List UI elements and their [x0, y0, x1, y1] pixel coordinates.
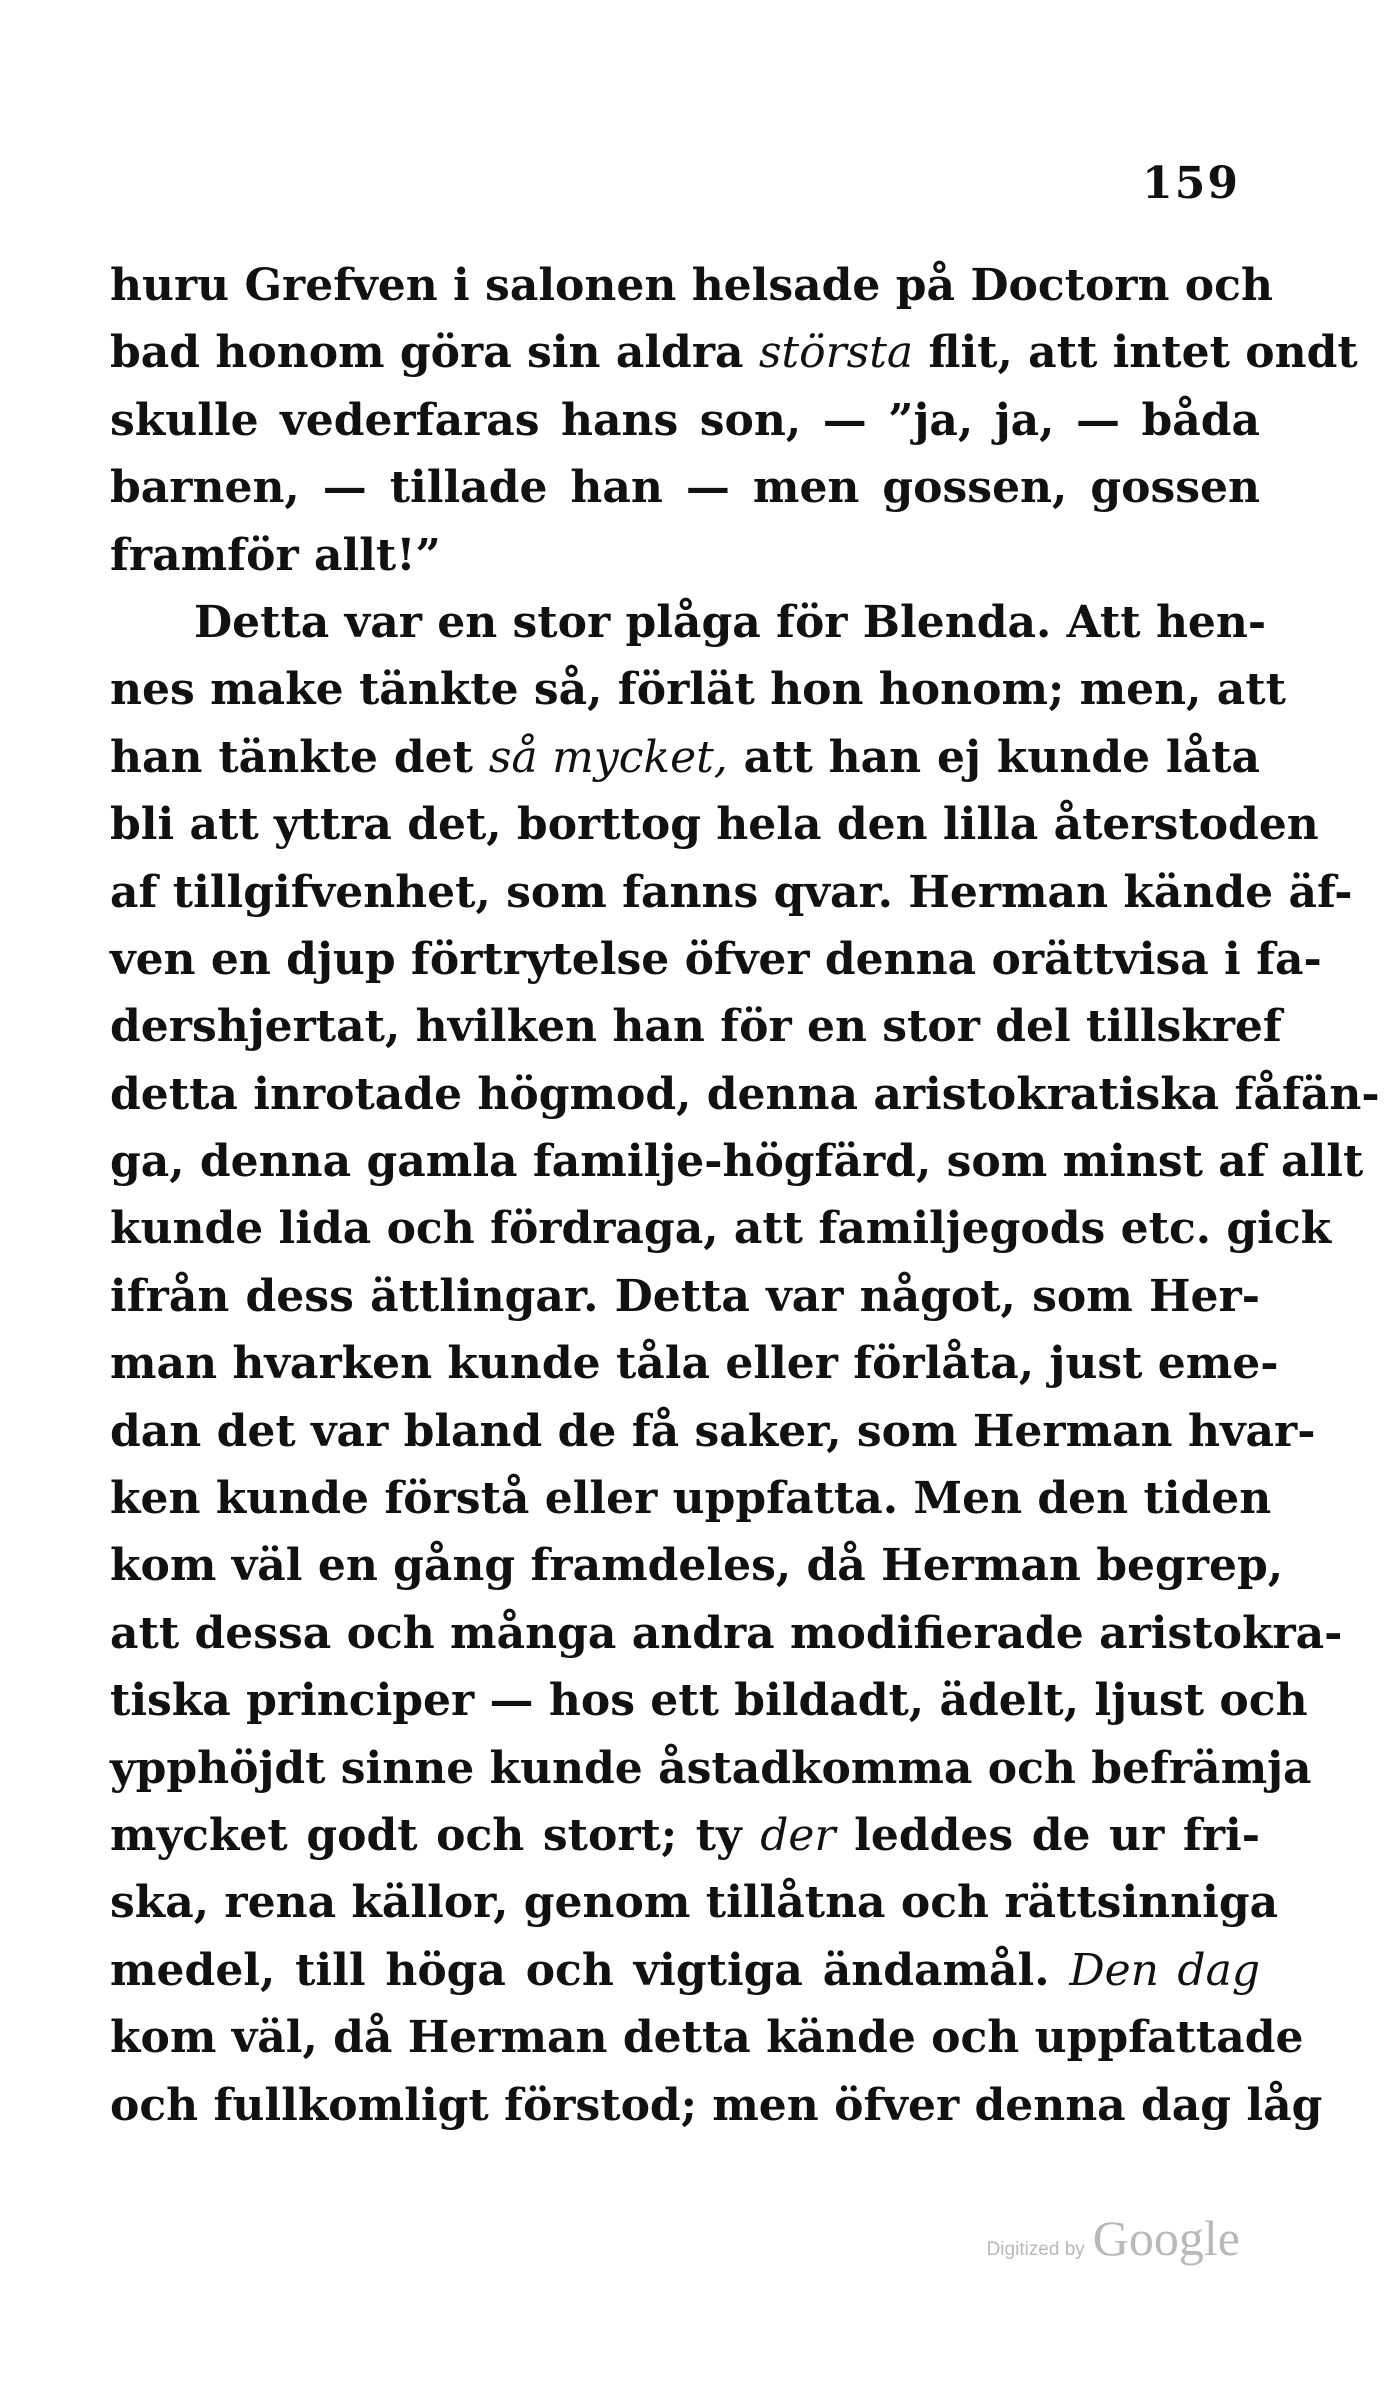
text-line: nes make tänkte så, förlät hon honom; men, att: [110, 664, 1286, 716]
text-line: kunde lida och fördraga, att familjegods etc. gick: [110, 1203, 1332, 1255]
page-number: 159: [1142, 158, 1240, 209]
text-line: mycket godt och stort; ty der leddes de ur fri-: [110, 1809, 1260, 1861]
body-text: [110, 252, 1380, 2139]
text-line: af tillgifvenhet, som fanns qvar. Herman kände äf-: [110, 866, 1353, 918]
text-line: han tänkte det så mycket, att han ej kunde låta: [110, 731, 1260, 783]
italic-emphasis: der: [760, 1809, 836, 1861]
text-line: ga, denna gamla familje-högfärd, som minst af allt: [110, 1136, 1364, 1188]
text-line: man hvarken kunde tåla eller förlåta, just eme-: [110, 1338, 1279, 1390]
text-line: kom väl, då Herman detta kände och uppfattade: [110, 2012, 1304, 2064]
text-line: barnen, — tillade han — men gossen, gossen: [110, 462, 1260, 514]
text-line: framför allt!”: [110, 529, 441, 581]
text-line: detta inrotade högmod, denna aristokratiska fåfän-: [110, 1068, 1380, 1120]
text-line: dershjertat, hvilken han för en stor del tillskref: [110, 1001, 1282, 1053]
text-line: ypphöjdt sinne kunde åstadkomma och befrämja: [110, 1742, 1312, 1794]
watermark-prefix: Digitized by: [986, 2239, 1085, 2260]
text-line: ifrån dess ättlingar. Detta var något, som Her-: [110, 1270, 1260, 1322]
text-line: huru Grefven i salonen helsade på Doctorn och: [110, 260, 1273, 311]
text-line: ven en djup förtrytelse öfver denna orättvisa i fa-: [110, 933, 1322, 985]
google-logo: Google: [1092, 2210, 1240, 2266]
italic-emphasis: Den dag: [1069, 1944, 1260, 1996]
text-line: bad honom göra sin aldra största flit, att intet ondt: [110, 327, 1358, 379]
text-line: tiska principer — hos ett bildadt, ädelt, ljust och: [110, 1675, 1308, 1727]
text-line: bli att yttra det, borttog hela den lilla återstoden: [110, 799, 1319, 851]
text-line: medel, till höga och vigtiga ändamål. Den dag: [110, 1944, 1260, 1996]
text-line: att dessa och många andra modifierade aristokra-: [110, 1607, 1343, 1659]
text-line: ska, rena källor, genom tillåtna och rättsinniga: [110, 1877, 1279, 1929]
italic-emphasis: så mycket,: [488, 731, 728, 783]
text-line: skulle vederfaras hans son, — ”ja, ja, — båda: [110, 394, 1260, 446]
text-line: dan det var bland de få saker, som Herman hvar-: [110, 1405, 1316, 1457]
text-line: kom väl en gång framdeles, då Herman begrep,: [110, 1540, 1284, 1592]
digitized-by-google-watermark: [987, 2209, 1240, 2267]
text-line: ken kunde förstå eller uppfatta. Men den tiden: [110, 1473, 1272, 1525]
paragraph-start-line: Detta var en stor plåga för Blenda. Att hen-: [194, 596, 1267, 648]
text-line: och fullkomligt förstod; men öfver denna dag låg: [110, 2079, 1323, 2131]
italic-emphasis: största: [758, 327, 914, 379]
